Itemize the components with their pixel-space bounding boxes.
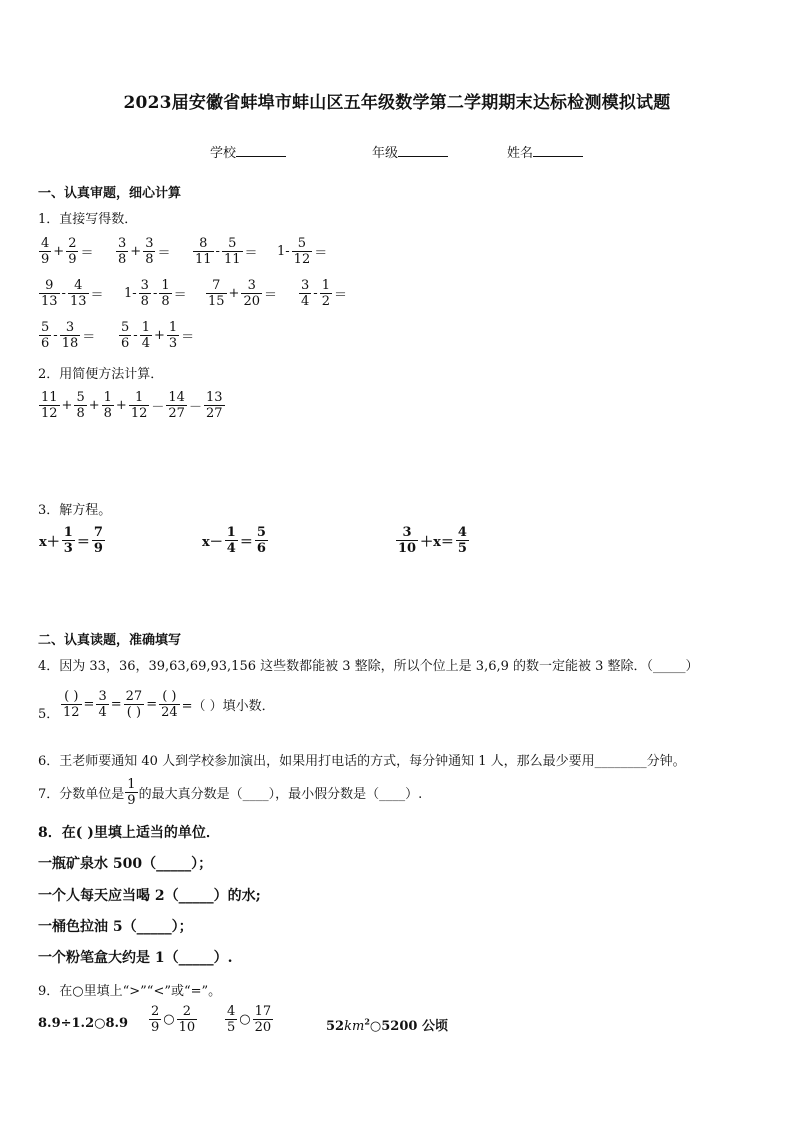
fraction — [204, 390, 225, 421]
denominator: 8 — [140, 294, 149, 309]
numerator: 17 — [254, 1004, 272, 1019]
q8-line: 一个人每天应当喝 2（_____）的水; — [38, 888, 261, 904]
fraction — [124, 689, 145, 720]
numerator: 1 — [134, 390, 144, 405]
q5-number: 5． — [38, 707, 60, 722]
operator: ○ — [163, 1012, 175, 1027]
operator: 1- — [277, 244, 290, 259]
operator: + — [153, 328, 165, 343]
fraction — [292, 236, 313, 267]
numerator: 5 — [76, 390, 85, 405]
operator: - — [61, 286, 66, 301]
q9-item-1: 8.9÷1.2○8.9 — [38, 1016, 129, 1031]
fraction — [139, 278, 151, 309]
numerator: 7 — [93, 525, 103, 540]
denominator: 18 — [61, 336, 79, 351]
numerator: 1 — [103, 390, 112, 405]
grade-label: 年级 — [372, 146, 399, 161]
numerator: 7 — [212, 278, 221, 293]
numerator: 1 — [63, 525, 73, 540]
operator: ＝ — [173, 288, 187, 303]
denominator: 8 — [118, 252, 127, 267]
q6-text: 6．王老师要通知 40 人到学校参加演出，如果用打电话的方式，每分钟通知 1 人，那么最少要用________分钟。 — [38, 754, 686, 769]
denominator: 27 — [168, 406, 185, 421]
fraction — [456, 525, 469, 556]
denominator: 12 — [63, 705, 80, 720]
q2-label: 2．用简便方法计算． — [38, 367, 164, 382]
denominator: 6 — [256, 541, 266, 556]
fraction — [255, 525, 268, 556]
operator: - — [215, 244, 220, 259]
numerator: 3 — [65, 320, 75, 335]
q1-item — [276, 236, 328, 267]
q9-item4-rest: ○5200 公顷 — [369, 1019, 448, 1034]
denominator: 27 — [205, 406, 223, 421]
equation-2 — [201, 525, 269, 556]
numerator: ( ) — [162, 689, 177, 704]
fraction — [116, 236, 128, 267]
q9-item-2 — [148, 1004, 198, 1035]
denominator: 3 — [63, 541, 73, 556]
denominator: 4 — [98, 705, 107, 720]
operator: x－ — [202, 535, 223, 550]
q1-item — [192, 236, 259, 267]
numerator: 13 — [205, 390, 223, 405]
numerator: 27 — [125, 689, 143, 704]
q8-line: 一瓶矿泉水 500（_____）； — [38, 856, 213, 872]
denominator: 8 — [161, 294, 170, 309]
fraction — [74, 390, 86, 421]
fraction — [159, 278, 171, 309]
denominator: 5 — [227, 1020, 236, 1035]
operator: ＋x＝ — [420, 535, 454, 550]
denominator: 20 — [243, 294, 260, 309]
denominator: 12 — [293, 252, 311, 267]
fraction — [68, 278, 89, 309]
numerator: 5 — [121, 320, 130, 335]
denominator: 4 — [226, 541, 236, 556]
name-label: 姓名 — [507, 146, 534, 161]
q9-label: 9．在○里填上“>”“<”或“=”。 — [38, 984, 222, 999]
denominator: 8 — [145, 252, 154, 267]
denominator: 13 — [41, 294, 58, 309]
numerator: 3 — [247, 278, 256, 293]
numerator: 5 — [228, 236, 237, 251]
denominator: 9 — [68, 252, 77, 267]
operator: ＝ — [181, 330, 195, 345]
q9-item4-number: 52 — [326, 1019, 345, 1034]
denominator: 12 — [130, 406, 148, 421]
fraction — [177, 1004, 198, 1035]
denominator: 10 — [398, 541, 417, 556]
operator: ＝ — [76, 535, 90, 550]
fraction — [253, 1004, 274, 1035]
grade-field — [372, 142, 448, 161]
q1-item — [115, 236, 171, 267]
name-blank[interactable] — [533, 144, 583, 157]
operator: 1- — [124, 286, 137, 301]
q9-item-3 — [224, 1004, 274, 1035]
numerator: 1 — [141, 320, 150, 335]
fraction — [102, 390, 114, 421]
operator: + — [130, 244, 142, 259]
denominator: 9 — [93, 541, 103, 556]
q5-expression — [60, 689, 276, 720]
operator: ＝ — [244, 246, 258, 261]
q3-label: 3．解方程。 — [38, 503, 112, 518]
numerator: 3 — [402, 525, 412, 540]
q4-text: 4．因为 33，36，39,63,69,93,156 这些数都能被 3 整除，所以个位上是 3,6,9 的数一定能被 3 整除．（_____） — [38, 659, 699, 674]
fraction — [299, 278, 311, 309]
fraction — [39, 320, 51, 351]
q7-before: 7．分数单位是 — [38, 787, 125, 802]
operator: + — [115, 398, 127, 413]
operator: = — [110, 697, 122, 712]
fraction — [96, 689, 108, 720]
fraction — [129, 390, 150, 421]
denominator: 11 — [223, 252, 241, 267]
fraction — [66, 236, 78, 267]
denominator: 4 — [301, 294, 310, 309]
operator: - — [53, 328, 58, 343]
operator: ＝ — [239, 535, 253, 550]
numerator: 5 — [256, 525, 266, 540]
section2-heading: 二、认真读题，准确填写 — [38, 633, 182, 648]
operator: ＝ — [80, 246, 94, 261]
operator: - — [152, 286, 158, 301]
numerator: 2 — [68, 236, 77, 251]
denominator: 6 — [41, 336, 50, 351]
numerator: 1 — [226, 525, 236, 540]
numerator: 3 — [118, 236, 127, 251]
school-blank[interactable] — [236, 144, 286, 157]
fraction — [225, 1004, 237, 1035]
denominator: 9 — [151, 1020, 160, 1035]
numerator: 1 — [161, 278, 170, 293]
fraction — [61, 689, 82, 720]
operator: ＝ — [264, 288, 278, 303]
numerator: 3 — [140, 278, 149, 293]
denominator: 5 — [457, 541, 467, 556]
denominator: 3 — [168, 336, 178, 351]
q1-item — [38, 236, 94, 267]
operator: ＝ — [82, 330, 96, 345]
fraction — [225, 525, 238, 556]
operator: － — [151, 400, 165, 415]
denominator: 12 — [41, 406, 58, 421]
numerator: 4 — [227, 1004, 236, 1019]
denominator: 6 — [121, 336, 130, 351]
numerator: 3 — [301, 278, 310, 293]
numerator: 4 — [41, 236, 50, 251]
section1-heading: 一、认真审题，细心计算 — [38, 186, 182, 201]
name-field — [507, 142, 583, 161]
school-label: 学校 — [210, 146, 237, 161]
q1-item — [38, 320, 96, 351]
fraction — [241, 278, 262, 309]
equation-3 — [395, 525, 470, 556]
operator: － — [188, 400, 202, 415]
numerator: 1 — [321, 278, 330, 293]
q1-item — [123, 278, 188, 309]
fraction — [62, 525, 75, 556]
denominator: 8 — [103, 406, 112, 421]
equation-1 — [38, 525, 106, 556]
numerator: 5 — [41, 320, 50, 335]
numerator: 3 — [145, 236, 154, 251]
numerator: 1 — [168, 320, 178, 335]
q7-fraction: $\frac{1}{9}$ — [127, 777, 136, 808]
operator: + — [228, 286, 240, 301]
q8-line: 一桶色拉油 5（_____）； — [38, 919, 193, 935]
fraction — [92, 525, 105, 556]
q2-expression — [38, 390, 226, 421]
numerator: 8 — [199, 236, 208, 251]
fraction — [119, 320, 131, 351]
denominator: 15 — [208, 294, 225, 309]
operator: ＝ — [314, 246, 328, 261]
fraction — [140, 320, 152, 351]
fraction — [39, 390, 60, 421]
denominator: 13 — [69, 294, 87, 309]
denominator: 10 — [178, 1020, 196, 1035]
operator: - — [133, 328, 138, 343]
fraction — [39, 236, 51, 267]
operator: x＋ — [39, 535, 60, 550]
denominator: 4 — [141, 336, 150, 351]
operator: ＝ — [333, 288, 347, 303]
operator: =（ ）填小数． — [181, 699, 275, 714]
q1-item — [38, 278, 105, 309]
denominator: 11 — [195, 252, 212, 267]
q9-item4-unit: km — [344, 1019, 365, 1034]
fraction — [193, 236, 214, 267]
grade-blank[interactable] — [398, 144, 448, 157]
numerator: 3 — [98, 689, 107, 704]
operator: + — [61, 398, 73, 413]
operator: = — [83, 697, 95, 712]
q1-label: 1．直接写得数． — [38, 212, 138, 227]
operator: ○ — [239, 1012, 251, 1027]
operator: + — [53, 244, 65, 259]
school-field — [210, 142, 286, 161]
numerator: 2 — [182, 1004, 192, 1019]
denominator: 2 — [321, 294, 330, 309]
numerator: 11 — [41, 390, 58, 405]
operator: ＝ — [90, 288, 104, 303]
fraction — [396, 525, 418, 556]
operator: + — [88, 398, 100, 413]
fraction — [166, 390, 187, 421]
operator: - — [313, 286, 318, 301]
q7-row — [38, 777, 422, 808]
fraction — [159, 689, 180, 720]
denominator: 9 — [41, 252, 50, 267]
numerator: 4 — [74, 278, 83, 293]
numerator: 4 — [457, 525, 467, 540]
fraction — [206, 278, 227, 309]
numerator: 5 — [297, 236, 307, 251]
q8-line: 一个粉笔盒大约是 1（_____）. — [38, 950, 233, 966]
q1-item — [298, 278, 348, 309]
operator: ＝ — [157, 246, 171, 261]
q7-after: 的最大真分数是（____），最小假分数是（____）. — [138, 787, 423, 802]
denominator: 24 — [161, 705, 178, 720]
fraction — [143, 236, 155, 267]
denominator: ( ) — [126, 705, 142, 720]
numerator: 9 — [45, 278, 54, 293]
page-title: 2023届安徽省蚌埠市蚌山区五年级数学第二学期期末达标检测模拟试题 — [123, 93, 671, 113]
fraction — [149, 1004, 161, 1035]
q1-item — [118, 320, 195, 351]
q8-label: 8．在( )里填上适当的单位． — [38, 825, 220, 841]
q1-item — [205, 278, 278, 309]
denominator: 8 — [76, 406, 85, 421]
numerator: 14 — [168, 390, 185, 405]
operator: = — [146, 697, 158, 712]
fraction — [39, 278, 60, 309]
fraction — [320, 278, 332, 309]
q9-item4-exponent: 2 — [364, 1016, 370, 1027]
fraction — [167, 320, 179, 351]
q9-item-4 — [326, 1015, 448, 1034]
fraction — [222, 236, 243, 267]
numerator: 2 — [151, 1004, 160, 1019]
fraction — [60, 320, 81, 351]
numerator: ( ) — [64, 689, 79, 704]
denominator: 20 — [254, 1020, 272, 1035]
